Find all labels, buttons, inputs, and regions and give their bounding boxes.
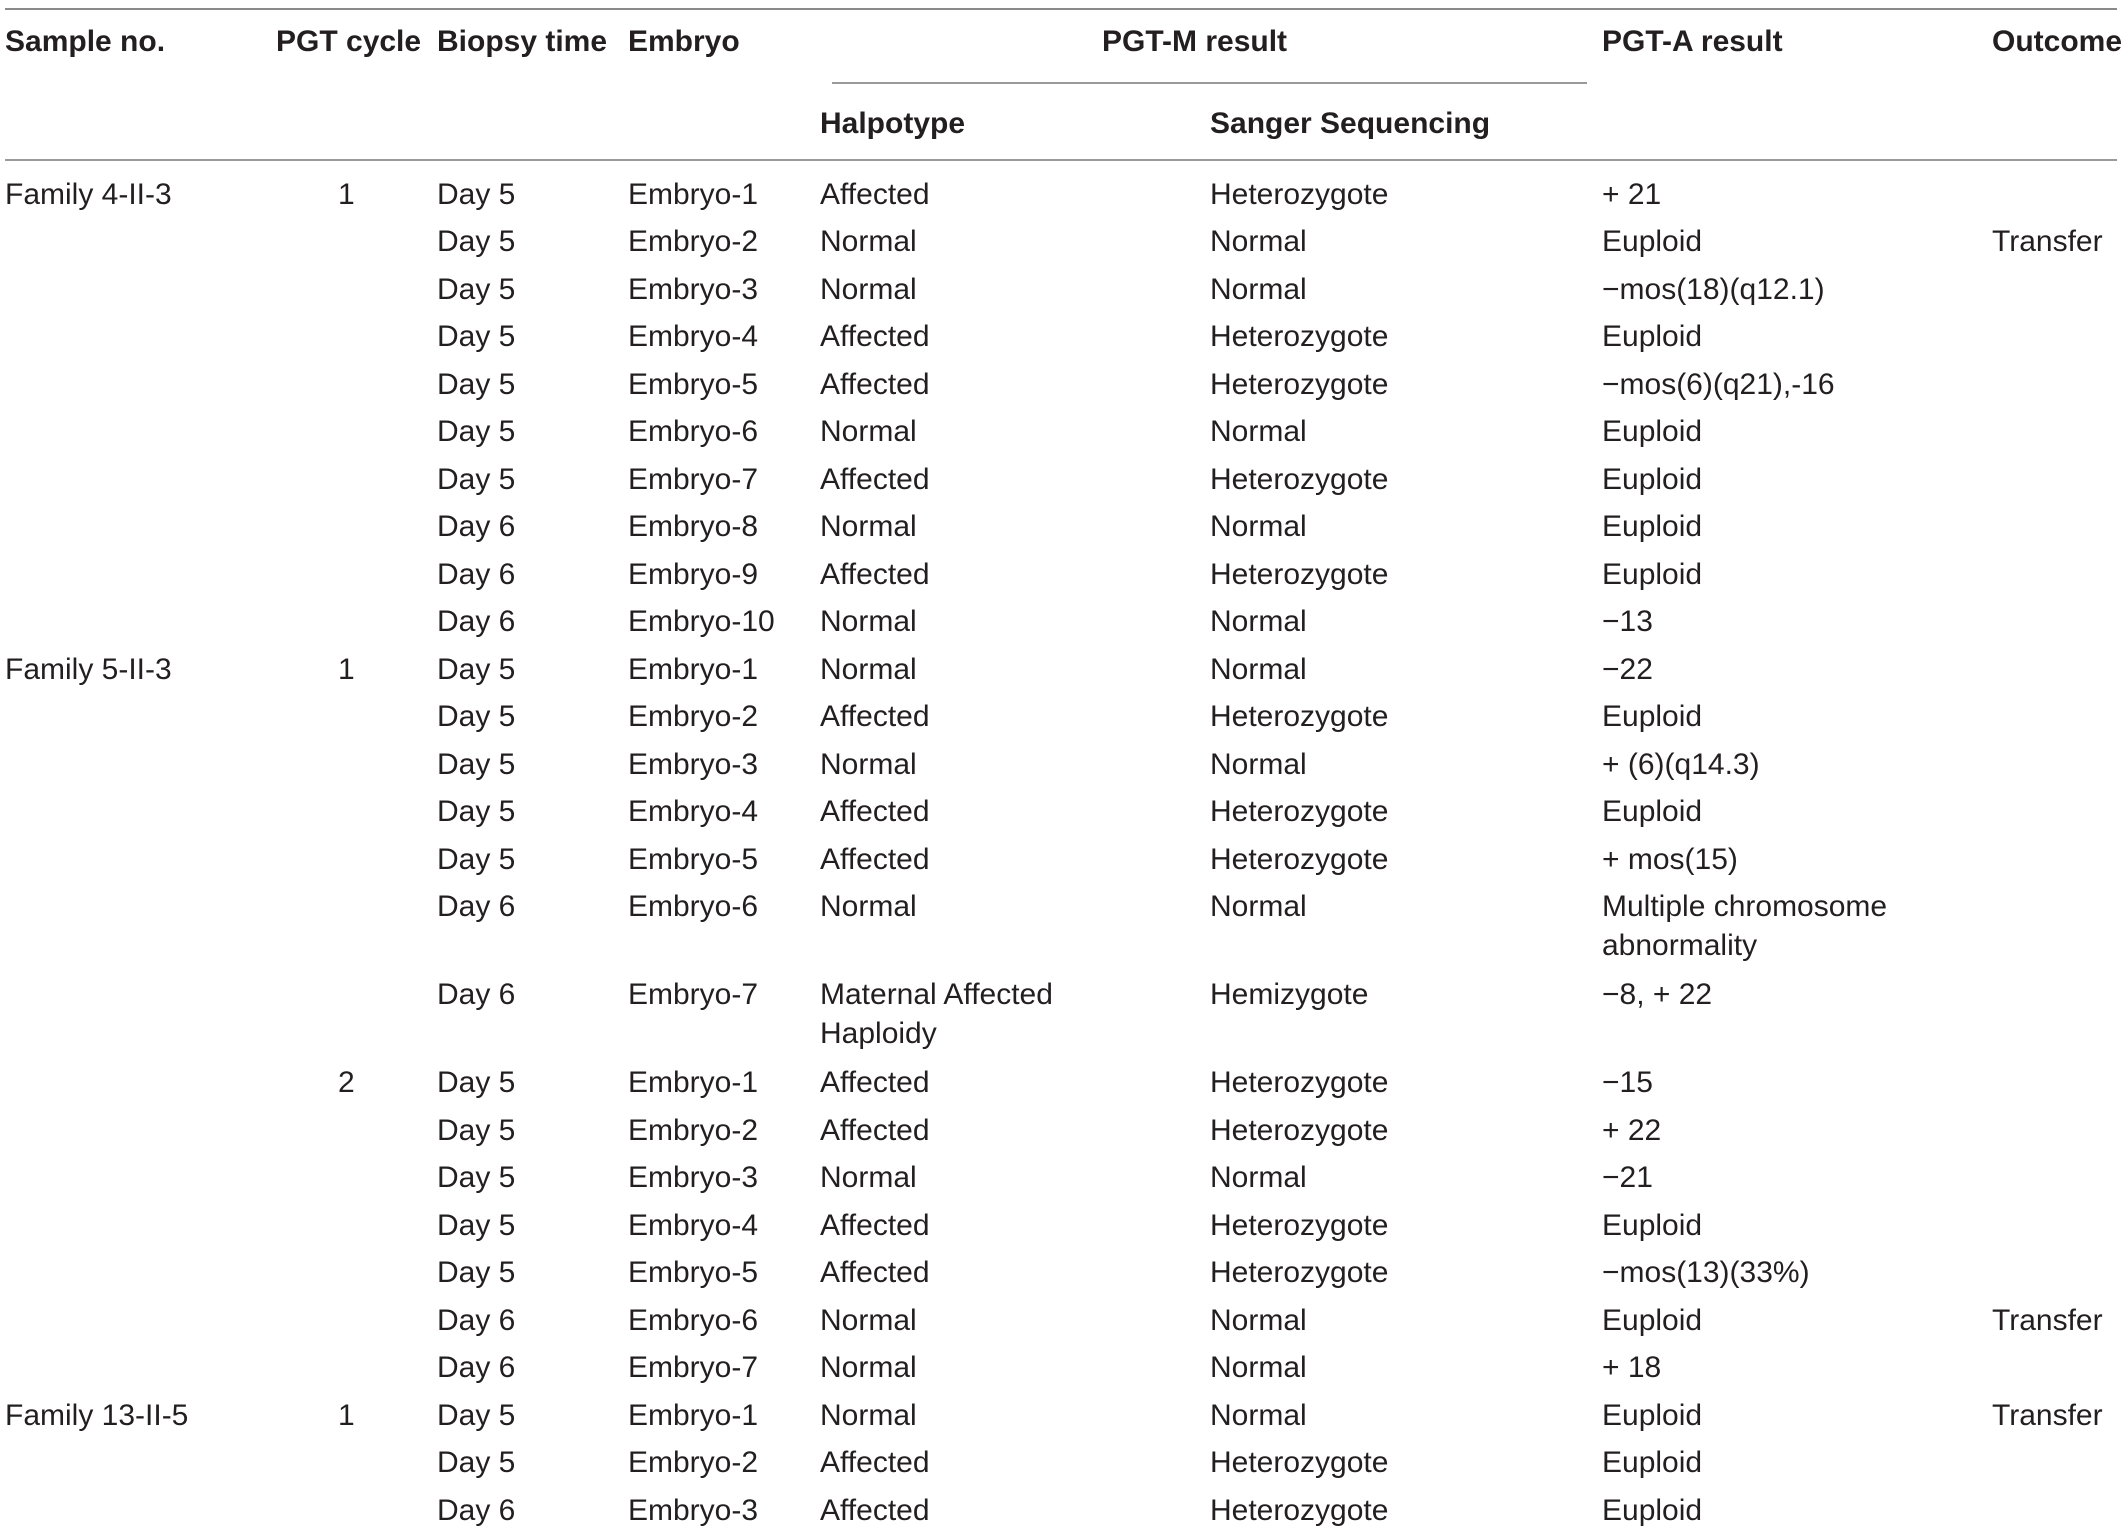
cell-halpotype: Affected <box>820 1494 930 1527</box>
cell-halpotype: Affected <box>820 1209 930 1242</box>
cell-biopsy-time: Day 6 <box>437 1351 516 1384</box>
cell-halpotype: Affected <box>820 558 930 591</box>
cell-sample-no: Family 4-II-3 <box>5 178 172 211</box>
cell-halpotype: Affected <box>820 795 930 828</box>
cell-halpotype: Affected <box>820 1446 930 1479</box>
cell-biopsy-time: Day 6 <box>437 1304 516 1337</box>
cell-halpotype: Normal <box>820 415 917 448</box>
cell-sample-no: Family 5-II-3 <box>5 653 172 686</box>
header-pgt-m-result: PGT-M result <box>1102 25 1288 58</box>
cell-embryo: Embryo-1 <box>628 1399 759 1432</box>
cell-sanger-sequencing: Hemizygote <box>1210 978 1369 1011</box>
cell-biopsy-time: Day 5 <box>437 463 516 496</box>
cell-embryo: Embryo-2 <box>628 1114 759 1147</box>
cell-sanger-sequencing: Normal <box>1210 605 1307 638</box>
cell-biopsy-time: Day 5 <box>437 1161 516 1194</box>
cell-sanger-sequencing: Heterozygote <box>1210 320 1389 353</box>
cell-sanger-sequencing: Heterozygote <box>1210 1446 1389 1479</box>
cell-biopsy-time: Day 5 <box>437 843 516 876</box>
cell-halpotype: Normal <box>820 890 917 923</box>
cell-embryo: Embryo-7 <box>628 1351 759 1384</box>
cell-halpotype: Normal <box>820 653 917 686</box>
cell-sanger-sequencing: Heterozygote <box>1210 1209 1389 1242</box>
cell-pgt-a-result: −mos(13)(33%) <box>1602 1256 1810 1289</box>
cell-embryo: Embryo-10 <box>628 605 775 638</box>
cell-pgt-a-result: −8, + 22 <box>1602 978 1713 1011</box>
cell-halpotype: Affected <box>820 1114 930 1147</box>
cell-pgt-a-result: Euploid <box>1602 1494 1703 1527</box>
cell-sanger-sequencing: Heterozygote <box>1210 463 1389 496</box>
cell-halpotype: Affected <box>820 320 930 353</box>
cell-halpotype: Affected <box>820 463 930 496</box>
cell-embryo: Embryo-7 <box>628 978 759 1011</box>
header-outcome: Outcome <box>1992 25 2122 58</box>
pgt-m-span-rule <box>832 82 1587 84</box>
cell-pgt-cycle: 1 <box>338 653 355 686</box>
cell-sanger-sequencing: Heterozygote <box>1210 1494 1389 1527</box>
cell-embryo: Embryo-4 <box>628 320 759 353</box>
cell-sanger-sequencing: Heterozygote <box>1210 368 1389 401</box>
header-halpotype: Halpotype <box>820 107 966 140</box>
cell-pgt-a-result: Euploid <box>1602 463 1703 496</box>
cell-pgt-a-result: + mos(15) <box>1602 843 1738 876</box>
cell-biopsy-time: Day 5 <box>437 1114 516 1147</box>
cell-halpotype: Normal <box>820 273 917 306</box>
cell-pgt-a-result: Euploid <box>1602 795 1703 828</box>
cell-embryo: Embryo-6 <box>628 890 759 923</box>
cell-halpotype: Normal <box>820 1304 917 1337</box>
cell-halpotype: Normal <box>820 1399 917 1432</box>
cell-biopsy-time: Day 5 <box>437 415 516 448</box>
cell-biopsy-time: Day 5 <box>437 1399 516 1432</box>
cell-embryo: Embryo-2 <box>628 700 759 733</box>
cell-embryo: Embryo-4 <box>628 795 759 828</box>
header-pgt-a-result: PGT-A result <box>1602 25 1783 58</box>
cell-embryo: Embryo-6 <box>628 415 759 448</box>
cell-sanger-sequencing: Normal <box>1210 1304 1307 1337</box>
header-bottom-rule <box>5 159 2117 161</box>
cell-biopsy-time: Day 5 <box>437 368 516 401</box>
cell-embryo: Embryo-5 <box>628 368 759 401</box>
cell-embryo: Embryo-3 <box>628 273 759 306</box>
cell-pgt-cycle: 1 <box>338 1399 355 1432</box>
cell-embryo: Embryo-1 <box>628 178 759 211</box>
cell-sanger-sequencing: Heterozygote <box>1210 1066 1389 1099</box>
cell-embryo: Embryo-5 <box>628 843 759 876</box>
cell-sanger-sequencing: Normal <box>1210 890 1307 923</box>
cell-biopsy-time: Day 5 <box>437 273 516 306</box>
cell-pgt-a-result: −15 <box>1602 1066 1653 1099</box>
cell-embryo: Embryo-6 <box>628 1304 759 1337</box>
cell-embryo: Embryo-4 <box>628 1209 759 1242</box>
cell-biopsy-time: Day 5 <box>437 1209 516 1242</box>
cell-sanger-sequencing: Heterozygote <box>1210 1114 1389 1147</box>
cell-halpotype: Normal <box>820 748 917 781</box>
cell-pgt-a-result: −22 <box>1602 653 1653 686</box>
cell-biopsy-time: Day 5 <box>437 1446 516 1479</box>
cell-biopsy-time: Day 5 <box>437 1066 516 1099</box>
cell-halpotype: Affected <box>820 700 930 733</box>
cell-halpotype: Affected <box>820 1256 930 1289</box>
cell-halpotype: Normal <box>820 1351 917 1384</box>
cell-sanger-sequencing: Heterozygote <box>1210 558 1389 591</box>
cell-sample-no: Family 13-II-5 <box>5 1399 189 1432</box>
cell-embryo: Embryo-5 <box>628 1256 759 1289</box>
cell-halpotype: Affected <box>820 843 930 876</box>
cell-pgt-a-result: Euploid <box>1602 1446 1703 1479</box>
cell-embryo: Embryo-8 <box>628 510 759 543</box>
cell-pgt-a-result: Euploid <box>1602 1304 1703 1337</box>
cell-halpotype: Normal <box>820 225 917 258</box>
cell-embryo: Embryo-7 <box>628 463 759 496</box>
cell-sanger-sequencing: Normal <box>1210 653 1307 686</box>
cell-sanger-sequencing: Normal <box>1210 273 1307 306</box>
cell-biopsy-time: Day 5 <box>437 795 516 828</box>
cell-halpotype: Normal <box>820 605 917 638</box>
cell-biopsy-time: Day 6 <box>437 890 516 923</box>
cell-pgt-a-result: + 21 <box>1602 178 1662 211</box>
cell-biopsy-time: Day 5 <box>437 748 516 781</box>
cell-sanger-sequencing: Normal <box>1210 225 1307 258</box>
cell-halpotype: Normal <box>820 1161 917 1194</box>
cell-pgt-a-result: Euploid <box>1602 1209 1703 1242</box>
cell-outcome: Transfer <box>1992 225 2103 258</box>
cell-biopsy-time: Day 5 <box>437 1256 516 1289</box>
cell-pgt-cycle: 2 <box>338 1066 355 1099</box>
cell-pgt-a-result: Euploid <box>1602 700 1703 733</box>
cell-embryo: Embryo-9 <box>628 558 759 591</box>
cell-pgt-cycle: 1 <box>338 178 355 211</box>
cell-halpotype: Affected <box>820 368 930 401</box>
cell-embryo: Embryo-3 <box>628 1161 759 1194</box>
cell-sanger-sequencing: Heterozygote <box>1210 178 1389 211</box>
cell-biopsy-time: Day 5 <box>437 178 516 211</box>
cell-embryo: Embryo-1 <box>628 653 759 686</box>
cell-halpotype: Normal <box>820 510 917 543</box>
cell-sanger-sequencing: Heterozygote <box>1210 1256 1389 1289</box>
cell-sanger-sequencing: Heterozygote <box>1210 843 1389 876</box>
header-pgt-cycle: PGT cycle <box>276 25 422 58</box>
cell-biopsy-time: Day 5 <box>437 225 516 258</box>
cell-halpotype: Affected <box>820 178 930 211</box>
cell-sanger-sequencing: Normal <box>1210 1399 1307 1432</box>
cell-pgt-a-result: + 18 <box>1602 1351 1662 1384</box>
cell-embryo: Embryo-3 <box>628 1494 759 1527</box>
cell-sanger-sequencing: Normal <box>1210 415 1307 448</box>
cell-outcome: Transfer <box>1992 1399 2103 1432</box>
cell-embryo: Embryo-1 <box>628 1066 759 1099</box>
cell-sanger-sequencing: Heterozygote <box>1210 795 1389 828</box>
cell-pgt-a-result: + 22 <box>1602 1114 1662 1147</box>
cell-sanger-sequencing: Heterozygote <box>1210 700 1389 733</box>
cell-pgt-a-result: Multiple chromosome abnormality <box>1602 890 1888 962</box>
cell-biopsy-time: Day 6 <box>437 605 516 638</box>
table-top-rule <box>5 8 2117 10</box>
cell-sanger-sequencing: Normal <box>1210 1161 1307 1194</box>
cell-biopsy-time: Day 5 <box>437 320 516 353</box>
cell-biopsy-time: Day 6 <box>437 558 516 591</box>
cell-biopsy-time: Day 6 <box>437 510 516 543</box>
cell-embryo: Embryo-3 <box>628 748 759 781</box>
cell-sanger-sequencing: Normal <box>1210 1351 1307 1384</box>
cell-outcome: Transfer <box>1992 1304 2103 1337</box>
cell-pgt-a-result: −13 <box>1602 605 1653 638</box>
cell-pgt-a-result: Euploid <box>1602 510 1703 543</box>
cell-biopsy-time: Day 6 <box>437 978 516 1011</box>
cell-pgt-a-result: −mos(18)(q12.1) <box>1602 273 1825 306</box>
cell-pgt-a-result: −21 <box>1602 1161 1653 1194</box>
cell-biopsy-time: Day 6 <box>437 1494 516 1527</box>
cell-sanger-sequencing: Normal <box>1210 510 1307 543</box>
cell-pgt-a-result: Euploid <box>1602 225 1703 258</box>
cell-pgt-a-result: Euploid <box>1602 558 1703 591</box>
header-sample-no: Sample no. <box>5 25 166 58</box>
cell-pgt-a-result: −mos(6)(q21),-16 <box>1602 368 1835 401</box>
header-sanger-sequencing: Sanger Sequencing <box>1210 107 1491 140</box>
cell-biopsy-time: Day 5 <box>437 700 516 733</box>
header-biopsy-time: Biopsy time <box>437 25 608 58</box>
cell-halpotype: Maternal Affected Haploidy <box>820 978 1053 1050</box>
cell-sanger-sequencing: Normal <box>1210 748 1307 781</box>
cell-pgt-a-result: Euploid <box>1602 415 1703 448</box>
cell-pgt-a-result: + (6)(q14.3) <box>1602 748 1760 781</box>
cell-pgt-a-result: Euploid <box>1602 1399 1703 1432</box>
cell-halpotype: Affected <box>820 1066 930 1099</box>
cell-pgt-a-result: Euploid <box>1602 320 1703 353</box>
cell-embryo: Embryo-2 <box>628 1446 759 1479</box>
cell-embryo: Embryo-2 <box>628 225 759 258</box>
header-embryo: Embryo <box>628 25 740 58</box>
cell-biopsy-time: Day 5 <box>437 653 516 686</box>
